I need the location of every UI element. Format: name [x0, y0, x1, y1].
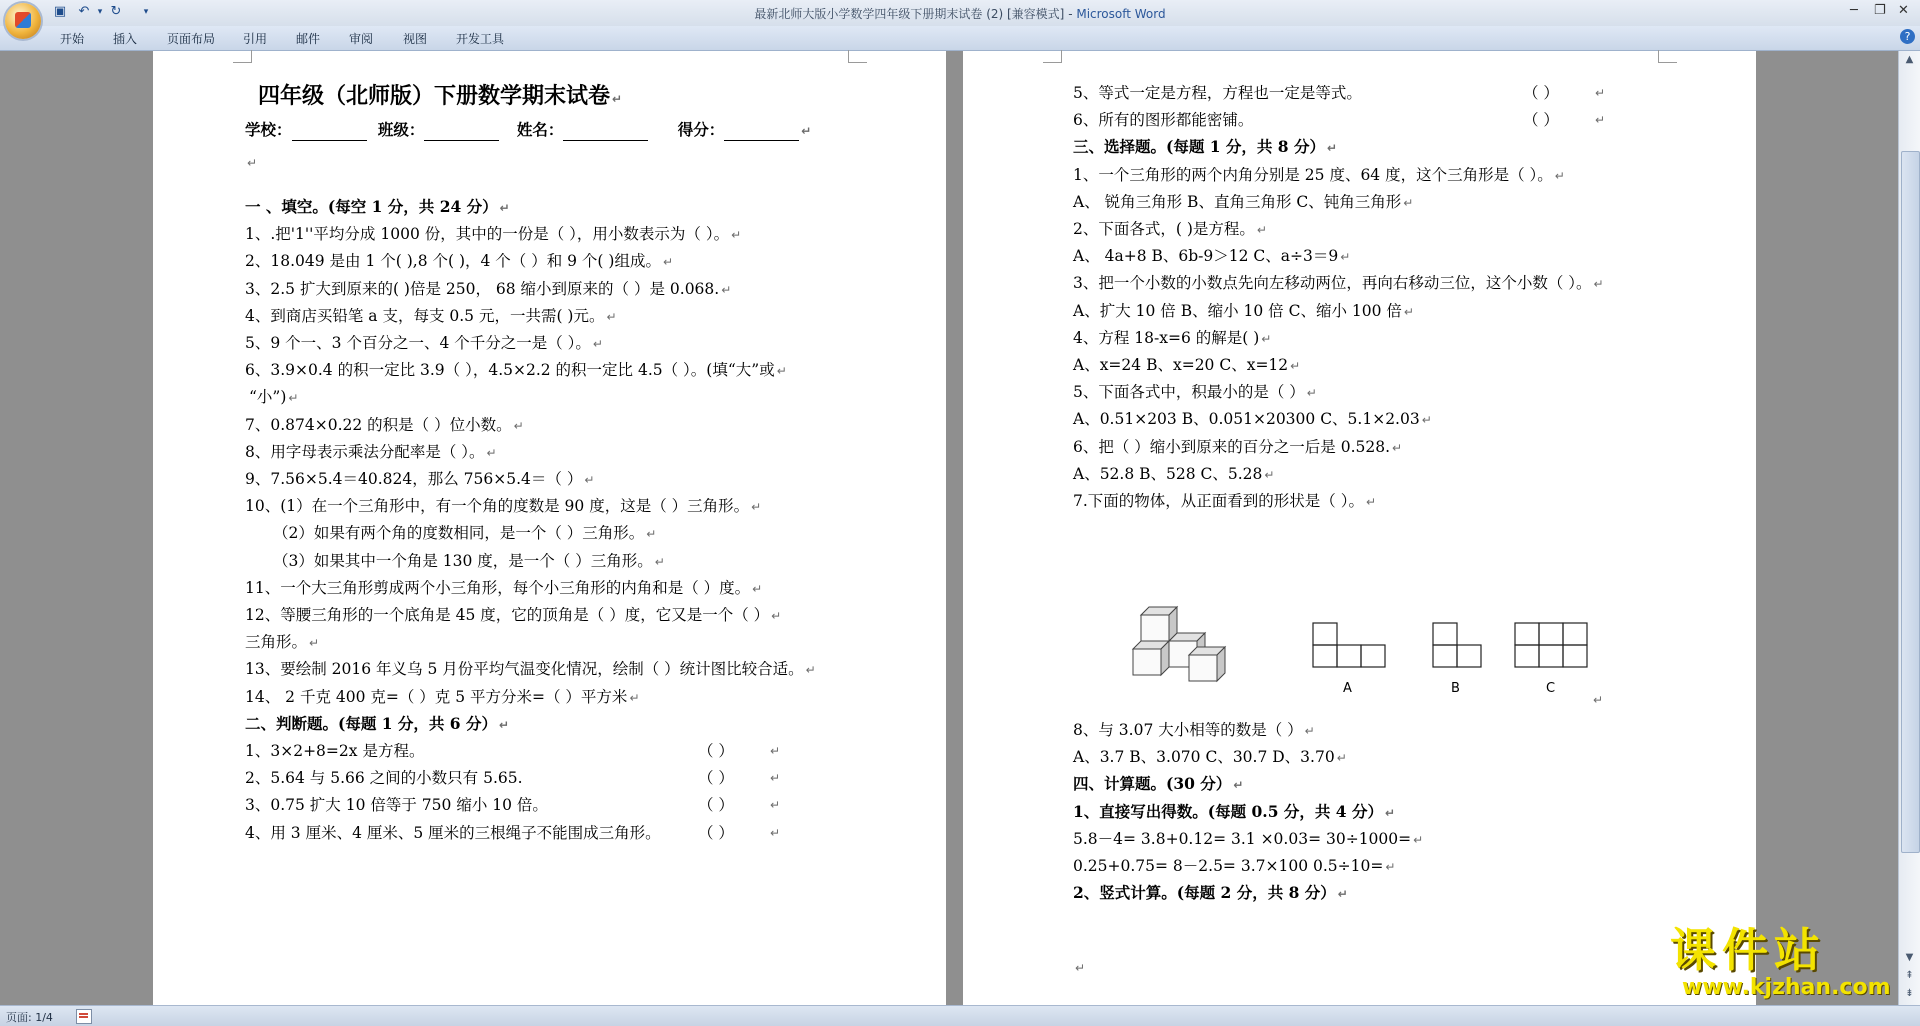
- question-line: [245, 469, 594, 490]
- tab-mailings[interactable]: 邮件: [296, 32, 321, 46]
- paragraph-mark: ↵: [1233, 778, 1244, 793]
- paragraph-mark: ↵: [513, 418, 524, 433]
- question-line: [245, 251, 673, 272]
- question-line: [245, 795, 781, 815]
- line-text: 三、选择题。(每题 1 分，共 8 分）: [1073, 137, 1325, 157]
- question-line: [1073, 328, 1271, 349]
- paragraph-mark: ↵: [731, 228, 742, 243]
- question-line: [245, 687, 640, 708]
- scrollbar-thumb[interactable]: [1901, 151, 1920, 853]
- class-blank[interactable]: [424, 122, 499, 141]
- answer-blank[interactable]: （ ）: [1523, 84, 1559, 102]
- tab-review[interactable]: 审阅: [349, 32, 374, 46]
- paragraph-mark: ↵: [646, 527, 657, 542]
- undo-icon[interactable]: ↶: [78, 4, 90, 19]
- line-text: 10、(1）在一个三角形中，有一个角的度数是 90 度，这是（ ）三角形。: [245, 497, 750, 516]
- question-line: [245, 415, 524, 436]
- line-text: 5.8－4= 3.8+0.12= 3.1 ×0.03= 30÷1000=: [1073, 829, 1412, 848]
- paragraph-mark: ↵: [1336, 751, 1347, 766]
- paragraph-mark: ↵: [1554, 168, 1565, 183]
- paragraph-mark: ↵: [309, 636, 320, 651]
- paragraph-mark: ↵: [770, 744, 781, 758]
- question-line: [1073, 747, 1347, 768]
- name-label: 姓名：: [516, 120, 564, 139]
- page-indicator[interactable]: 页面: 1/4: [6, 1011, 53, 1024]
- paragraph-mark: ↵: [584, 473, 595, 487]
- paragraph-mark: ↵: [776, 364, 787, 379]
- question-line: [245, 496, 761, 517]
- score-blank[interactable]: [724, 122, 799, 141]
- tab-references[interactable]: 引用: [243, 32, 268, 46]
- crop-mark: [848, 50, 867, 63]
- line-text: 6、3.9×0.4 的积一定比 3.9（ ），4.5×2.2 的积一定比 4.5（ ）。(填“大”或: [245, 361, 775, 380]
- question-line: [273, 551, 665, 572]
- question-line: [245, 768, 781, 788]
- question-line: [245, 659, 816, 680]
- question-line: [1073, 355, 1300, 376]
- school-blank[interactable]: [292, 122, 367, 141]
- paragraph-mark: ↵: [486, 445, 497, 460]
- question-line: [1073, 464, 1274, 485]
- paragraph-mark: ↵: [288, 391, 299, 406]
- line-text: A、扩大 10 倍 B、缩小 10 倍 C、缩小 100 倍: [1073, 301, 1402, 320]
- question-line: [1073, 83, 1606, 103]
- question-line: [1073, 437, 1402, 458]
- paragraph-mark: ↵: [752, 581, 763, 596]
- paragraph-mark: ↵: [1340, 250, 1351, 265]
- redo-icon[interactable]: ↻: [110, 4, 122, 19]
- option-b-label: B: [1451, 681, 1460, 696]
- paragraph-mark: ↵: [592, 337, 603, 351]
- class-label: 班级：: [377, 120, 425, 139]
- line-text: 9、7.56×5.4＝40.824，那么 756×5.4＝（ ）: [245, 470, 583, 488]
- name-blank[interactable]: [563, 122, 648, 141]
- crop-mark: [1658, 50, 1677, 63]
- line-text: 3、0.75 扩大 10 倍等于 750 缩小 10 倍。: [245, 796, 548, 815]
- question-line: [273, 523, 656, 544]
- line-text: 3、2.5 扩大到原来的( )倍是 250， 68 缩小到原来的（ ）是 0.068.: [245, 279, 720, 298]
- section-heading: [245, 714, 509, 735]
- paragraph-mark: ↵: [1075, 961, 1086, 975]
- option-c-label: C: [1546, 681, 1556, 696]
- line-text: 7.下面的物体，从正面看到的形状是（ ）。: [1073, 492, 1364, 510]
- line-text: 2、竖式计算。(每题 2 分，共 8 分）: [1073, 883, 1336, 903]
- paragraph-mark: ↵: [770, 825, 781, 840]
- line-text: 3、把一个小数的小数点先向左移动两位，再向右移动三位，这个小数（ ）。: [1073, 274, 1592, 293]
- paragraph-mark: ↵: [1327, 141, 1338, 156]
- paragraph-mark: ↵: [1595, 86, 1606, 100]
- section-heading: [1073, 883, 1348, 904]
- paragraph-mark: ↵: [1365, 495, 1377, 509]
- question-line: [245, 306, 617, 327]
- question-line: [1073, 192, 1413, 213]
- option-b-shape: [1433, 623, 1481, 667]
- exam-title: [258, 82, 622, 113]
- paragraph-mark: ↵: [1593, 277, 1604, 292]
- line-text: 4、用 3 厘米、4 厘米、5 厘米的三根绳子不能围成三角形。: [245, 823, 661, 842]
- question-line: [1073, 829, 1423, 850]
- line-text: 四、计算题。(30 分）: [1073, 774, 1232, 794]
- paragraph-mark: ↵: [1413, 832, 1424, 847]
- paragraph-mark: ↵: [629, 690, 640, 705]
- section-heading: [1073, 802, 1395, 823]
- scroll-up-icon[interactable]: ▲: [1905, 54, 1914, 65]
- help-icon[interactable]: ?: [1900, 29, 1915, 44]
- line-text: 二、判断题。(每题 1 分，共 6 分）: [245, 713, 497, 733]
- section-heading: [245, 197, 510, 218]
- tab-insert[interactable]: 插入: [113, 32, 138, 46]
- line-text: 6、把（ ）缩小到原来的百分之一后是 0.528.: [1073, 437, 1391, 456]
- line-text: 11、一个大三角形剪成两个小三角形，每个小三角形的内角和是（ ）度。: [245, 578, 751, 597]
- prev-page-icon[interactable]: ⇞: [1905, 970, 1914, 981]
- window-title: [0, 5, 1920, 22]
- crop-mark: [1043, 50, 1062, 63]
- line-text: A、x=24 B、x=20 C、x=12: [1073, 356, 1289, 374]
- line-text: 13、要绘制 2016 年义乌 5 月份平均气温变化情况，绘制（ ）统计图比较合适。: [245, 660, 804, 679]
- close-icon[interactable]: ✕: [1898, 3, 1909, 18]
- paragraph-mark: ↵: [1403, 304, 1414, 319]
- line-text: A、3.7 B、3.070 C、30.7 D、3.70: [1073, 748, 1335, 767]
- paragraph-mark: ↵: [805, 663, 816, 678]
- option-c-shape: [1515, 623, 1587, 667]
- paragraph-mark: ↵: [1595, 113, 1606, 128]
- line-text: 8、用字母表示乘法分配率是（ ）。: [245, 442, 485, 461]
- line-text: 14、 2 千克 400 克=（ ）克 5 平方分米=（ ）平方米: [245, 687, 628, 706]
- crop-mark: [233, 50, 252, 63]
- paragraph-mark: ↵: [606, 309, 617, 324]
- school-label: 学校：: [245, 120, 292, 139]
- line-text: 三角形。: [245, 633, 308, 652]
- customize-qat-icon[interactable]: ▾: [143, 7, 149, 17]
- question-line: [245, 632, 319, 653]
- paragraph-mark: ↵: [247, 156, 258, 170]
- answer-blank[interactable]: （ ）: [1523, 111, 1559, 130]
- paragraph-mark: ↵: [751, 500, 762, 515]
- paragraph-mark: ↵: [1593, 693, 1604, 707]
- paragraph-mark: ↵: [771, 609, 782, 623]
- cube-stack-drawing: [1133, 607, 1225, 681]
- answer-blank[interactable]: （ ）: [698, 823, 734, 842]
- title-bar: [0, 0, 1920, 26]
- section-heading: [1073, 137, 1337, 158]
- paragraph-mark: ↵: [801, 124, 812, 138]
- paragraph-mark: ↵: [1290, 359, 1301, 373]
- paragraph-mark: ↵: [770, 771, 781, 786]
- paragraph-mark: ↵: [1261, 331, 1272, 346]
- document-workspace: [0, 51, 1898, 1005]
- paragraph-mark: ↵: [654, 554, 665, 569]
- line-text: 5、等式一定是方程，方程也一定是等式。: [1073, 84, 1362, 102]
- paragraph-mark: ↵: [499, 717, 510, 732]
- status-bar: [0, 1005, 1920, 1026]
- answer-blank[interactable]: （ ）: [698, 769, 734, 788]
- watermark-logo-text: 课件站: [1670, 923, 1826, 977]
- line-text: 5、9 个一、3 个百分之一、4 个千分之一是（ ）。: [245, 334, 591, 352]
- next-page-icon[interactable]: ⇟: [1905, 988, 1914, 999]
- line-text: 2、5.64 与 5.66 之间的小数只有 5.65.: [245, 769, 523, 788]
- line-text: 2、下面各式，( )是方程。: [1073, 220, 1255, 238]
- question-line: [1073, 273, 1604, 294]
- paragraph-mark: ↵: [1421, 413, 1432, 428]
- question-line: [245, 578, 762, 599]
- question-line: [245, 333, 603, 354]
- question-line: [1073, 110, 1606, 130]
- question-line: [245, 741, 781, 761]
- page-2[interactable]: [963, 51, 1756, 1005]
- line-text: 1、一个三角形的两个内角分别是 25 度、64 度，这个三角形是（ ）。: [1073, 165, 1553, 184]
- paragraph-mark: ↵: [770, 798, 781, 813]
- line-text: 8、与 3.07 大小相等的数是（ ）: [1073, 721, 1303, 739]
- question-line: [245, 360, 787, 381]
- line-text: 6、所有的图形都能密铺。: [1073, 111, 1254, 130]
- line-text: 12、等腰三角形的一个底角是 45 度，它的顶角是（ ）度，它又是一个（ ）: [245, 606, 770, 624]
- page-1[interactable]: [153, 51, 946, 1005]
- watermark-url: www.kjzhan.com: [1682, 975, 1891, 1000]
- question-line: [1073, 409, 1432, 430]
- line-text: 5、下面各式中，积最小的是（ ）: [1073, 383, 1305, 402]
- paragraph-mark: ↵: [1256, 223, 1267, 237]
- line-text: （2）如果有两个角的度数相同，是一个（ ）三角形。: [273, 524, 645, 543]
- question-line: [245, 224, 741, 245]
- question-line: [245, 823, 781, 843]
- tab-page-layout[interactable]: 页面布局: [167, 32, 216, 46]
- paragraph-mark: ↵: [662, 255, 674, 270]
- office-button[interactable]: [5, 3, 41, 39]
- question-line: [1073, 491, 1376, 512]
- paragraph-mark: ↵: [1403, 195, 1414, 210]
- minimize-icon[interactable]: ─: [1850, 3, 1858, 18]
- paragraph-mark: ↵: [721, 282, 732, 297]
- paragraph-mark: ↵: [1306, 386, 1317, 401]
- vertical-scrollbar[interactable]: [1898, 51, 1920, 1005]
- question-line: [245, 442, 497, 463]
- tab-home[interactable]: 开始: [60, 32, 85, 46]
- restore-icon[interactable]: ❐: [1874, 3, 1886, 18]
- line-text: 1、直接写出得数。(每题 0.5 分，共 4 分）: [1073, 801, 1383, 821]
- line-text: 1、3×2+8=2x 是方程。: [245, 742, 425, 760]
- answer-blank[interactable]: （ ）: [698, 796, 734, 815]
- tab-view[interactable]: 视图: [403, 32, 428, 46]
- document-name: 最新北师大版小学数学四年级下册期末试卷 (2) [兼容模式]: [754, 7, 1065, 21]
- paragraph-mark: ↵: [1385, 860, 1396, 874]
- question-line: [249, 387, 298, 408]
- line-text: 2、18.049 是由 1 个( ),8 个( )，4 个（ ）和 9 个( )组成。: [245, 252, 661, 271]
- line-text: 0.25+0.75= 8－2.5= 3.7×100 0.5÷10=: [1073, 857, 1384, 875]
- line-text: 7、0.874×0.22 的积是（ ）位小数。: [245, 415, 512, 434]
- question-line: [245, 279, 731, 300]
- line-text: A、 锐角三角形 B、直角三角形 C、钝角三角形: [1073, 192, 1402, 211]
- line-text: （3）如果其中一个角是 130 度，是一个（ ）三角形。: [273, 551, 653, 570]
- line-text: A、0.51×203 B、0.051×20300 C、5.1×2.03: [1073, 410, 1420, 429]
- paragraph-mark: ↵: [499, 201, 510, 215]
- question-line: [1073, 301, 1414, 322]
- question-line: [1073, 720, 1315, 741]
- paragraph-mark: ↵: [1264, 467, 1275, 482]
- line-text: “小”): [249, 388, 287, 407]
- score-label: 得分：: [677, 120, 725, 139]
- paragraph-mark: ↵: [1384, 805, 1396, 820]
- question-line: [1073, 246, 1350, 267]
- save-icon[interactable]: ▣: [53, 4, 67, 19]
- paragraph-mark: ↵: [612, 92, 623, 106]
- line-text: A、 4a+8 B、6b-9＞12 C、a÷3＝9: [1073, 247, 1339, 266]
- option-a-shape: [1313, 623, 1385, 667]
- empty-paragraph: [245, 152, 257, 173]
- paragraph-mark: ↵: [1337, 887, 1348, 902]
- tab-developer[interactable]: 开发工具: [456, 32, 505, 46]
- question-line: [1073, 219, 1267, 240]
- option-a-label: A: [1343, 681, 1352, 696]
- answer-blank[interactable]: （ ）: [698, 742, 734, 760]
- question-line: [1073, 165, 1565, 186]
- student-info-line: [245, 120, 811, 141]
- line-text: 1、.把'1''平均分成 1000 份，其中的一份是（ ），用小数表示为（ ）。: [245, 225, 730, 244]
- proofing-icon[interactable]: [76, 1009, 92, 1024]
- ribbon-tabs: [0, 26, 1920, 51]
- paragraph-mark: ↵: [1304, 724, 1315, 738]
- undo-dropdown-icon[interactable]: ▾: [97, 7, 103, 17]
- question-line: [245, 605, 781, 626]
- line-text: 4、方程 18-x=6 的解是( ): [1073, 328, 1260, 347]
- app-name: Microsoft Word: [1076, 7, 1166, 21]
- line-text: 4、到商店买铅笔 a 支，每支 0.5 元，一共需( )元。: [245, 306, 605, 325]
- section-heading: [1073, 774, 1243, 795]
- paragraph-mark: ↵: [1392, 440, 1403, 455]
- empty-paragraph: [1073, 957, 1085, 978]
- question-line: [1073, 382, 1317, 403]
- question-line: [1073, 856, 1395, 877]
- exam-title-text: 四年级（北师版）下册数学期末试卷: [258, 83, 611, 109]
- title-separator: -: [1064, 7, 1077, 21]
- scroll-down-icon[interactable]: ▼: [1905, 952, 1914, 963]
- line-text: 一 、填空。(每空 1 分，共 24 分）: [245, 197, 498, 216]
- line-text: A、52.8 B、528 C、5.28: [1073, 464, 1263, 483]
